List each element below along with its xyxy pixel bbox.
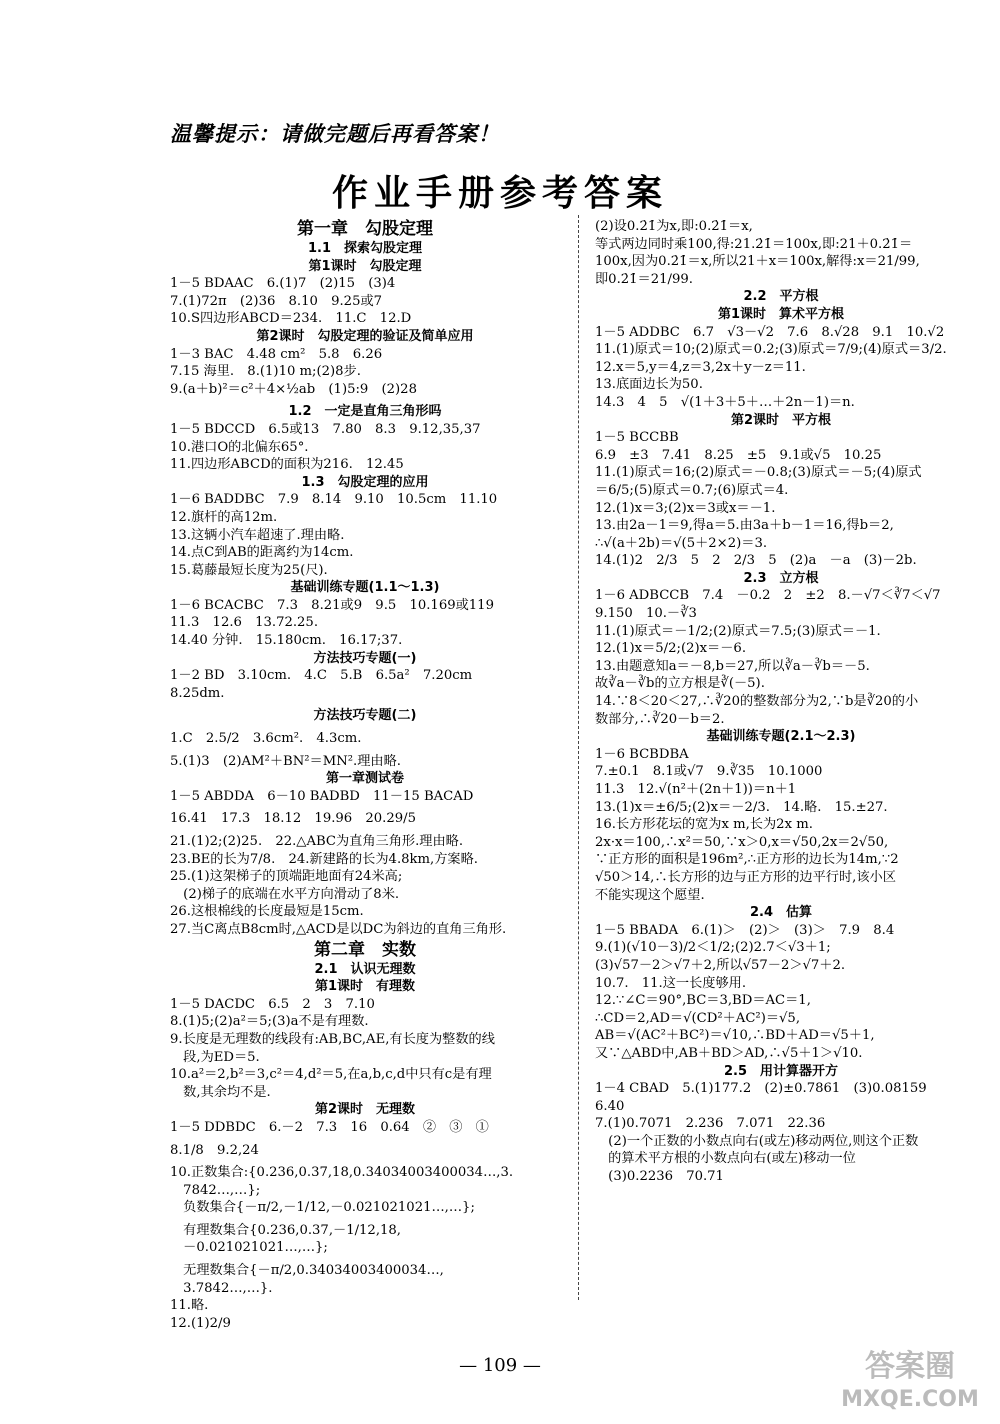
section-heading: 基础训练专题(2.1～2.3) [706,729,856,745]
section-heading: 1.2 一定是直角三角形吗 [288,404,442,420]
section-heading: 2.2 平方根 [743,289,819,305]
answer-line: 13.由题意知a＝－8,b＝27,所以∛a－∛b＝－5. [595,658,870,674]
answer-line: 21.(1)2;(2)25. 22.△ABC为直角三角形.理由略. [170,834,464,849]
answer-line: 7.15 海里. 8.(1)10 m;(2)8步. [170,364,361,380]
answer-line: 11.(1)原式＝－1/2;(2)原式＝7.5;(3)原式＝－1. [595,623,881,639]
answer-line: 13.由2a－1＝9,得a＝5.由3a＋b－1＝16,得b＝2, [595,518,894,534]
answer-line: 13.这辆小汽车超速了.理由略. [170,527,345,543]
answer-line: 11.3 12.6 13.72.25. [170,615,319,631]
answer-line: 10.S四边形ABCD＝234. 11.C 12.D [170,311,412,327]
section-heading: 2.1 认识无理数 [314,961,416,977]
answer-line: 5.(1)3 (2)AM²＋BN²＝MN².理由略. [170,753,401,769]
answer-line: 12.(1)x＝3;(2)x＝3或x＝－1. [595,500,776,516]
answer-line: 12.(1)2/9 [170,1315,231,1331]
answer-line: 14.3 4 5 √(1＋3＋5＋…＋2n－1)＝n. [595,394,855,410]
section-heading: 第1课时 算术平方根 [717,306,845,322]
section-heading: 2.4 估算 [749,905,813,921]
section-heading: 1.3 勾股定理的应用 [301,474,429,490]
answer-line: 14.点C到AB的距离约为14cm. [170,545,354,561]
answer-line: 8.1/8 9.2,24 [170,1142,259,1158]
answer-line: 10.7. 11.这一长度够用. [595,975,747,991]
section-heading: 方法技巧专题(二) [313,708,417,724]
answer-line: 14.40 分钟. 15.180cm. 16.17;37. [170,633,403,649]
answer-line: ∴√(a＋2b)＝√(5＋2×2)＝3. [595,535,768,551]
watermark-top: 答案圈 [865,1349,955,1384]
answer-line: 段,为ED＝5. [170,1049,260,1065]
answer-line: 11.四边形ABCD的面积为216. 12.45 [170,457,404,473]
answer-line: 15.葛藤最短长度为25(尺). [170,562,328,578]
answer-line: 12.x＝5,y＝4,z＝3,2x＋y－z＝11. [595,359,806,375]
answer-line: 1－3 BAC 4.48 cm² 5.8 6.26 [170,346,383,362]
answer-line: 11.(1)原式＝10;(2)原式＝0.2;(3)原式＝7/9;(4)原式＝3/2. [595,342,947,358]
answer-line: 12.旗杆的高12m. [170,509,278,525]
answer-line: 1－2 BD 3.10cm. 4.C 5.B 6.5a² 7.20cm [170,668,473,684]
watermark-logo [830,1340,990,1420]
page-number: — 109 — [459,1355,541,1376]
answer-line: 11.略. [170,1298,209,1314]
answer-line: 9.(a＋b)²＝c²＋4×½ab (1)5:9 (2)28 [170,381,417,397]
warm-tip: 温馨提示：请做完题后再看答案！ [170,122,500,146]
answer-line: 8.(1)5;(2)a²＝5;(3)a不是有理数. [170,1014,369,1030]
section-heading: 1.1 探索勾股定理 [307,241,423,256]
answer-line: 11.(1)原式＝16;(2)原式＝－0.8;(3)原式＝－5;(4)原式 [595,465,922,481]
answer-line: 27.当C离点B8cm时,△ACD是以DC为斜边的直角三角形. [170,921,507,937]
answer-line: 25.(1)这架梯子的顶端距地面有24米高; [170,869,403,885]
answer-line: ∴CD＝2,AD＝√(CD²＋AC²)＝√5, [595,1010,801,1026]
answer-line: 故∛a－∛b的立方根是∛(－5). [595,676,765,692]
answer-line: 1－6 BADDBC 7.9 8.14 9.10 10.5cm 11.10 [170,492,498,508]
answer-line: 数,其余均不是. [170,1084,271,1100]
answer-line: ＝6/5;(5)原式＝0.7;(6)原式＝4. [595,482,789,498]
answer-line: 1－6 BCACBC 7.3 8.21或9 9.5 10.169或119 [170,597,494,613]
section-heading: 2.5 用计算器开方 [723,1063,839,1079]
answer-line: －0.021021021…,…}; [170,1240,328,1256]
answer-line: 1－5 BDCCD 6.5或13 7.80 8.3 9.12,35,37 [170,421,481,437]
answer-line: 1－5 DACDC 6.5 2 3 7.10 [170,996,375,1012]
chapter-heading: 第一章 勾股定理 [297,219,433,239]
answer-line: 16.41 17.3 18.12 19.96 20.29/5 [170,811,416,827]
answer-line: 1－5 BBADA 6.(1)＞ (2)＞ (3)＞ 7.9 8.4 [595,922,895,938]
answer-line: 1－4 CBAD 5.(1)177.2 (2)±0.7861 (3)0.08159 [595,1081,927,1097]
answer-line: 9.(1)(√10－3)/2＜1/2;(2)2.7＜√3＋1; [595,940,831,956]
section-heading: 第2课时 勾股定理的验证及简单应用 [256,328,474,344]
answer-line: 1.C 2.5/2 3.6cm². 4.3cm. [170,731,362,747]
answer-line: ∵正方形的面积是196m²,∴正方形的边长为14m,∵2 [595,852,899,868]
section-heading: 方法技巧专题(一) [313,650,417,666]
answer-line: 11.3 12.√(n²＋(2n＋1))＝n＋1 [595,782,797,797]
answer-line: 7.±0.1 8.1或√7 9.∛35 10.1000 [595,764,823,780]
answer-line: 23.BE的长为7/8. 24.新建路的长为4.8km,方案略. [170,851,478,867]
answer-line: 10.a²＝2,b²＝3,c²＝4,d²＝5,在a,b,c,d中只有c是有理 [170,1067,492,1083]
answer-line: 1－5 ABDDA 6－10 BADBD 11－15 BACAD [170,788,474,804]
answer-line: 1－5 BCCBB [595,430,679,446]
answer-line: 无理数集合{－π/2,0.34034003400034…, [170,1263,444,1279]
answer-line: 26.这根棉线的长度最短是15cm. [170,904,364,920]
answer-line: 不能实现这个愿望. [595,887,705,903]
right-column [595,218,967,1186]
answer-line: 数部分,∴∛20－b＝2. [595,711,725,727]
answer-line: 负数集合{－π/2,－1/12,－0.021021021…,…}; [170,1200,475,1216]
section-heading: 2.3 立方根 [743,570,819,586]
answer-line: 14.∵8＜20＜27,∴∛20的整数部分为2,∵b是∛20的小 [595,694,919,710]
answer-line: 100x,因为0.2̇1̇＝x,所以21＋x＝100x,解得:x＝21/99, [595,254,920,270]
answer-line: 8.25dm. [170,685,225,701]
answer-line: 等式两边同时乘100,得:21.2̇1̇＝100x,即:21＋0.2̇1̇＝ [595,236,913,252]
page-title: 作业手册参考答案 [331,173,668,214]
answer-line: (2)一个正数的小数点向右(或左)移动两位,则这个正数 [595,1133,919,1149]
answer-line: 的算术平方根的小数点向右(或左)移动一位 [595,1151,856,1167]
answer-line: 13.(1)x＝±6/5;(2)x＝－2/3. 14.略. 15.±27. [595,799,888,815]
answer-line: 12.∵∠C＝90°,BC＝3,BD＝AC＝1, [595,993,811,1009]
answer-line: 9.150 10.－∛3 [595,606,697,622]
answer-line: 10.正数集合:{0.236,0.37,18,0.34034003400034…,3. [170,1165,514,1181]
answer-line: 即0.2̇1̇＝21/99. [595,271,693,287]
answer-line: 6.9 ±3 7.41 8.25 ±5 9.1或√5 10.25 [595,447,882,463]
answer-line: 1－5 ADDBC 6.7 √3－√2 7.6 8.√28 9.1 10.√2 [595,324,945,340]
section-heading: 第2课时 平方根 [730,412,832,428]
section-heading: 第一章测试卷 [325,771,404,787]
watermark-bottom: MXQE.COM [841,1387,979,1412]
answer-line: 16.长方形花坛的宽为x m,长为2x m. [595,817,813,833]
answer-line: (2)设0.2̇1̇为x,即:0.2̇1̇＝x, [595,219,753,234]
chapter-heading: 第二章 实数 [314,939,416,960]
answer-line: 1－6 BCBDBA [595,746,689,762]
answer-line: (3)0.2236 70.71 [595,1169,724,1185]
answer-line: AB＝√(AC²＋BC²)＝√10,∴BD＋AD＝√5＋1, [595,1028,875,1044]
answer-line: √50＞14,∴长方形的边与正方形的边平行时,该小区 [595,869,896,885]
answer-line: 又∵△ABD中,AB＋BD＞AD,∴√5＋1＞√10. [595,1045,863,1061]
answer-line: 14.(1)2 2/3 5 2 2/3 5 (2)a －a (3)－2b. [595,553,917,569]
answer-line: 6.40 [595,1098,625,1114]
column-divider [578,215,579,1300]
answer-line: 13.底面边长为50. [595,377,703,393]
section-heading: 第1课时 勾股定理 [308,258,422,274]
answer-line: 7.(1)72π (2)36 8.10 9.25或7 [170,293,383,309]
answer-line: 12.(1)x＝5/2;(2)x＝－6. [595,641,747,657]
answer-line: (3)√57－2＞√7＋2,所以√57－2＞√7＋2. [595,957,846,973]
answer-line: 10.港口O的北偏东65°. [170,439,309,455]
answer-line: (2)梯子的底端在水平方向滑动了8米. [170,886,400,902]
section-heading: 基础训练专题(1.1～1.3) [290,580,440,596]
answer-line: 7.(1)0.7071 2.236 7.071 22.36 [595,1116,826,1132]
answer-line: 1－6 ADBCCB 7.4 －0.2 2 ±2 8.－√7＜∛7＜√7 [595,588,941,604]
answer-line: 2x·x＝100,∴x²＝50,∵x＞0,x＝√50,2x＝2√50, [595,834,889,850]
answer-line: 7842…,…}; [170,1182,261,1198]
answer-line: 有理数集合{0.236,0.37,－1/12,18, [170,1222,401,1238]
answer-line: 1－5 BDAAC 6.(1)7 (2)15 (3)4 [170,276,396,292]
section-heading: 第1课时 有理数 [314,979,416,995]
section-heading: 第2课时 无理数 [314,1102,416,1118]
answer-line: 9.长度是无理数的线段有:AB,BC,AE,有长度为整数的线 [170,1031,495,1047]
answer-line: 3.7842…,…}. [170,1280,273,1296]
left-column [170,218,560,1332]
answer-line: 1－5 DDBDC 6.－2 7.3 16 0.64 ② ③ ① [170,1119,489,1135]
